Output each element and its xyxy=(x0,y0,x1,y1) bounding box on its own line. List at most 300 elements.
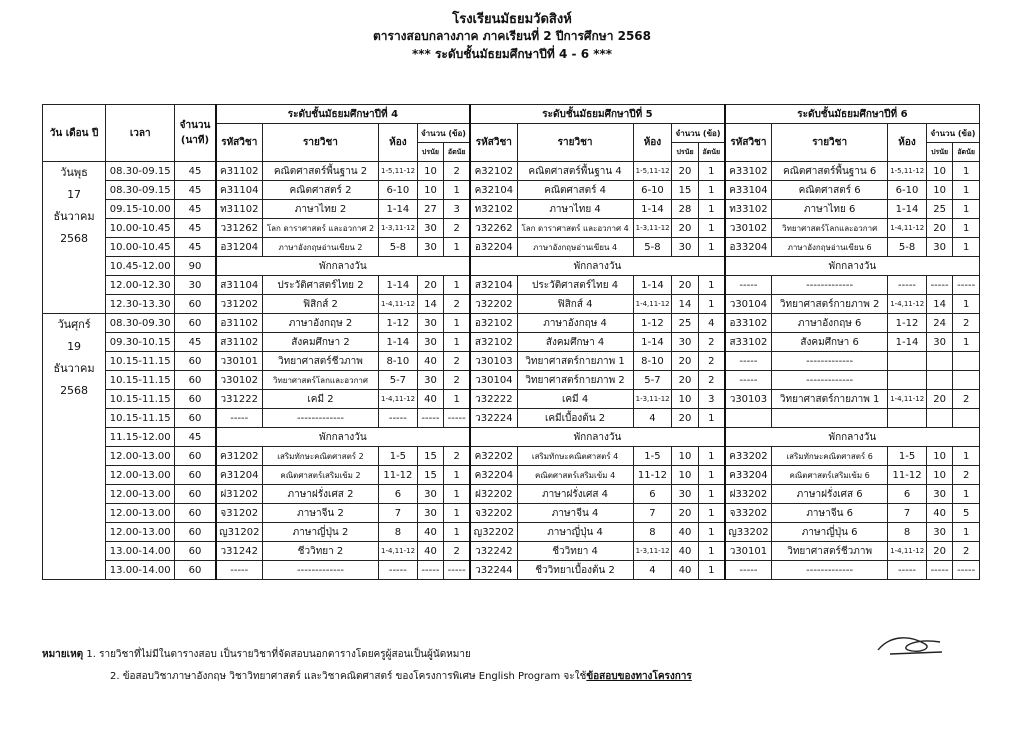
room: 5-7 xyxy=(633,371,672,390)
room: 1-5,11-12 xyxy=(379,162,418,181)
essay-count: 1 xyxy=(444,485,470,504)
time-cell: 12.00-12.30 xyxy=(106,276,175,295)
col-room: ห้อง xyxy=(379,124,418,162)
subject-code: ส33102 xyxy=(725,333,772,352)
subject-code: อ33204 xyxy=(725,238,772,257)
mc-count: 20 xyxy=(672,352,698,371)
mc-count xyxy=(926,409,952,428)
subject-name: ภาษาอังกฤษอ่านเขียน 2 xyxy=(262,238,378,257)
subject-name: โลก ดาราศาสตร์ และอวกาศ 2 xyxy=(262,219,378,238)
subject-code: ว30103 xyxy=(470,352,517,371)
time-cell: 12.00-13.00 xyxy=(106,466,175,485)
essay-count: 3 xyxy=(698,390,724,409)
subject-name: ฟิสิกส์ 2 xyxy=(262,295,378,314)
duration-cell: 45 xyxy=(175,238,216,257)
essay-count: 1 xyxy=(444,523,470,542)
subject-name: คณิตศาสตร์ 6 xyxy=(772,181,888,200)
room: 1-5 xyxy=(379,447,418,466)
essay-count: 2 xyxy=(444,371,470,390)
mc-count: 25 xyxy=(672,314,698,333)
duration-cell: 60 xyxy=(175,466,216,485)
room: 8-10 xyxy=(379,352,418,371)
duration-cell: 90 xyxy=(175,257,216,276)
duration-cell: 60 xyxy=(175,390,216,409)
col-subject: รายวิชา xyxy=(772,124,888,162)
subject-code: ว30104 xyxy=(470,371,517,390)
subject-name: วิทยาศาสตร์กายภาพ 1 xyxy=(517,352,633,371)
essay-count: 1 xyxy=(698,504,724,523)
subject-code: ว30102 xyxy=(725,219,772,238)
col-mc: ปรนัย xyxy=(926,143,952,162)
mc-count: 24 xyxy=(926,314,952,333)
essay-count: 1 xyxy=(953,333,980,352)
subject-code: ว32222 xyxy=(470,390,517,409)
duration-cell: 60 xyxy=(175,504,216,523)
subject-code: อ31204 xyxy=(216,238,263,257)
table-row xyxy=(43,409,980,428)
essay-count: 2 xyxy=(698,333,724,352)
time-cell: 12.00-13.00 xyxy=(106,447,175,466)
col-mc: ปรนัย xyxy=(417,143,443,162)
time-cell: 10.15-11.15 xyxy=(106,371,175,390)
subject-code: ค31204 xyxy=(216,466,263,485)
mc-count: 30 xyxy=(417,371,443,390)
room: 8 xyxy=(379,523,418,542)
subject-name: ภาษาญี่ปุ่น 4 xyxy=(517,523,633,542)
col-code: รหัสวิชา xyxy=(470,124,517,162)
table-row xyxy=(43,219,980,238)
table-row xyxy=(43,181,980,200)
mc-count: 10 xyxy=(672,390,698,409)
mc-count: 10 xyxy=(926,162,952,181)
subject-code: ท32102 xyxy=(470,200,517,219)
essay-count: ----- xyxy=(953,276,980,295)
essay-count: 1 xyxy=(698,276,724,295)
essay-count: 2 xyxy=(698,371,724,390)
mc-count: 20 xyxy=(926,219,952,238)
table-row xyxy=(43,314,980,333)
mc-count: 27 xyxy=(417,200,443,219)
lunch-break-cell: พักกลางวัน xyxy=(470,428,725,447)
mc-count: 40 xyxy=(417,523,443,542)
table-row xyxy=(43,371,980,390)
subject-code: ค31102 xyxy=(216,162,263,181)
day-line: 2568 xyxy=(60,232,89,245)
subject-code: ว30102 xyxy=(216,371,263,390)
subject-code: ว30101 xyxy=(216,352,263,371)
room xyxy=(888,409,927,428)
essay-count xyxy=(953,371,980,390)
subject-code: ว32202 xyxy=(470,295,517,314)
room: 1-14 xyxy=(379,200,418,219)
room: 1-14 xyxy=(633,200,672,219)
essay-count: 1 xyxy=(698,219,724,238)
subject-name: ภาษาอังกฤษ 6 xyxy=(772,314,888,333)
subject-name: เคมี 4 xyxy=(517,390,633,409)
subject-code: ค32204 xyxy=(470,466,517,485)
day-cell xyxy=(43,162,106,314)
time-cell: 12.00-13.00 xyxy=(106,485,175,504)
mc-count: 10 xyxy=(672,466,698,485)
note-2: 2. ข้อสอบวิชาภาษาอังกฤษ วิชาวิทยาศาสตร์ และวิชาคณิตศาสตร์ ของโครงการพิเศษ English Program จะใช้ xyxy=(110,671,587,682)
duration-cell: 60 xyxy=(175,352,216,371)
table-row xyxy=(43,162,980,181)
time-cell: 10.15-11.15 xyxy=(106,409,175,428)
subject-name: เคมี 2 xyxy=(262,390,378,409)
mc-count: 30 xyxy=(926,485,952,504)
subject-name: ------------- xyxy=(772,371,888,390)
mc-count: ----- xyxy=(417,409,443,428)
duration-cell: 45 xyxy=(175,333,216,352)
essay-count: 1 xyxy=(444,181,470,200)
room: 1-4,11-12 xyxy=(379,295,418,314)
essay-count: 1 xyxy=(444,238,470,257)
room: 7 xyxy=(379,504,418,523)
mc-count: 20 xyxy=(672,162,698,181)
essay-count: 2 xyxy=(444,219,470,238)
subject-code: ว30101 xyxy=(725,542,772,561)
room: 1-4,11-12 xyxy=(888,390,927,409)
essay-count: 1 xyxy=(698,561,724,580)
subject-name: คณิตศาสตร์พื้นฐาน 2 xyxy=(262,162,378,181)
room: 6-10 xyxy=(379,181,418,200)
subject-code: ----- xyxy=(725,371,772,390)
duration-cell: 60 xyxy=(175,295,216,314)
essay-count: 1 xyxy=(444,504,470,523)
duration-cell: 60 xyxy=(175,447,216,466)
subject-code: ว32224 xyxy=(470,409,517,428)
subject-name: สังคมศึกษา 6 xyxy=(772,333,888,352)
mc-count: 20 xyxy=(926,542,952,561)
subject-code: ----- xyxy=(725,276,772,295)
lunch-break-cell: พักกลางวัน xyxy=(216,428,471,447)
mc-count: 30 xyxy=(926,523,952,542)
essay-count: 2 xyxy=(444,447,470,466)
table-row xyxy=(43,542,980,561)
essay-count: 1 xyxy=(698,447,724,466)
mc-count: 10 xyxy=(672,447,698,466)
col-essay: อัตนัย xyxy=(698,143,724,162)
room: 1-3,11-12 xyxy=(633,390,672,409)
mc-count: 20 xyxy=(672,409,698,428)
essay-count: 1 xyxy=(698,409,724,428)
room: 1-12 xyxy=(888,314,927,333)
essay-count: 2 xyxy=(698,352,724,371)
subject-name: คณิตศาสตร์พื้นฐาน 4 xyxy=(517,162,633,181)
col-qty: จำนวน (ข้อ) xyxy=(672,124,725,143)
col-code: รหัสวิชา xyxy=(216,124,263,162)
essay-count: 1 xyxy=(698,181,724,200)
time-cell: 10.15-11.15 xyxy=(106,390,175,409)
mc-count: 15 xyxy=(417,447,443,466)
room: 7 xyxy=(888,504,927,523)
day-cell xyxy=(43,314,106,580)
table-row xyxy=(43,466,980,485)
room: 1-14 xyxy=(633,333,672,352)
subject-code xyxy=(725,409,772,428)
essay-count: 1 xyxy=(953,447,980,466)
col-duration: จำนวน (นาที) xyxy=(175,105,216,162)
duration-cell: 60 xyxy=(175,561,216,580)
subject-name: ภาษาญี่ปุ่น 2 xyxy=(262,523,378,542)
subject-name: เสริมทักษะคณิตศาสตร์ 6 xyxy=(772,447,888,466)
room: 1-4,11-12 xyxy=(888,219,927,238)
subject-code: จ31202 xyxy=(216,504,263,523)
subject-name: คณิตศาสตร์พื้นฐาน 6 xyxy=(772,162,888,181)
subject-name: ภาษาอังกฤษอ่านเขียน 4 xyxy=(517,238,633,257)
exam-title: ตารางสอบกลางภาค ภาคเรียนที่ 2 ปีการศึกษา 2568 xyxy=(372,29,652,43)
mc-count: 15 xyxy=(672,181,698,200)
room: 6 xyxy=(379,485,418,504)
subject-name: ชีววิทยา 4 xyxy=(517,542,633,561)
col-mc: ปรนัย xyxy=(672,143,698,162)
essay-count: 1 xyxy=(444,314,470,333)
table-row xyxy=(43,428,980,447)
day-line: วันศุกร์ xyxy=(57,318,91,331)
essay-count: 1 xyxy=(953,181,980,200)
essay-count xyxy=(953,352,980,371)
subject-code: ส32104 xyxy=(470,276,517,295)
subject-code: ค33202 xyxy=(725,447,772,466)
subject-code: ค33102 xyxy=(725,162,772,181)
essay-count: 1 xyxy=(953,485,980,504)
lunch-break-cell: พักกลางวัน xyxy=(725,428,980,447)
day-line: ธันวาคม xyxy=(53,362,95,375)
duration-cell: 45 xyxy=(175,428,216,447)
col-essay: อัตนัย xyxy=(444,143,470,162)
room: 1-4,11-12 xyxy=(633,295,672,314)
essay-count: 2 xyxy=(953,466,980,485)
col-room: ห้อง xyxy=(888,124,927,162)
mc-count: 10 xyxy=(926,447,952,466)
subject-name: คณิตศาสตร์เสริมเข้ม 2 xyxy=(262,466,378,485)
table-row xyxy=(43,295,980,314)
subject-name: วิทยาศาสตร์กายภาพ 1 xyxy=(772,390,888,409)
essay-count: 5 xyxy=(953,504,980,523)
essay-count: 1 xyxy=(698,200,724,219)
essay-count: 4 xyxy=(698,314,724,333)
room: 6 xyxy=(633,485,672,504)
room xyxy=(888,352,927,371)
time-cell: 12.00-13.00 xyxy=(106,504,175,523)
room: 1-4,11-12 xyxy=(379,390,418,409)
table-row xyxy=(43,523,980,542)
subject-code: ฝ31202 xyxy=(216,485,263,504)
duration-cell: 60 xyxy=(175,523,216,542)
room: 1-4,11-12 xyxy=(888,542,927,561)
mc-count: 30 xyxy=(417,504,443,523)
subject-name: เสริมทักษะคณิตศาสตร์ 2 xyxy=(262,447,378,466)
subject-code: อ32102 xyxy=(470,314,517,333)
subject-name: ภาษาอังกฤษ 2 xyxy=(262,314,378,333)
room: 1-5 xyxy=(888,447,927,466)
subject-name: ------------- xyxy=(772,352,888,371)
subject-name: ประวัติศาสตร์ไทย 4 xyxy=(517,276,633,295)
subject-code: ค32202 xyxy=(470,447,517,466)
time-cell: 08.30-09.15 xyxy=(106,162,175,181)
day-line: วันพุธ xyxy=(60,166,88,179)
room: ----- xyxy=(379,409,418,428)
mc-count: 20 xyxy=(417,276,443,295)
lunch-break-cell: พักกลางวัน xyxy=(725,257,980,276)
subject-name: วิทยาศาสตร์กายภาพ 2 xyxy=(517,371,633,390)
mc-count: ----- xyxy=(926,561,952,580)
duration-cell: 60 xyxy=(175,371,216,390)
subject-name: เคมีเบื้องต้น 2 xyxy=(517,409,633,428)
essay-count: 1 xyxy=(953,200,980,219)
subject-code: ค31202 xyxy=(216,447,263,466)
essay-count: ----- xyxy=(444,561,470,580)
room: 1-4,11-12 xyxy=(888,295,927,314)
time-cell: 11.15-12.00 xyxy=(106,428,175,447)
essay-count: 2 xyxy=(953,542,980,561)
essay-count: 1 xyxy=(444,333,470,352)
subject-code: ท31102 xyxy=(216,200,263,219)
room: 1-12 xyxy=(379,314,418,333)
mc-count: 15 xyxy=(417,466,443,485)
duration-cell: 45 xyxy=(175,181,216,200)
subject-code: ส32102 xyxy=(470,333,517,352)
room: 5-8 xyxy=(888,238,927,257)
subject-name: ภาษาจีน 4 xyxy=(517,504,633,523)
subject-name: ภาษาไทย 6 xyxy=(772,200,888,219)
room: 1-4,11-12 xyxy=(379,542,418,561)
room: 1-3,11-12 xyxy=(379,219,418,238)
room: 11-12 xyxy=(888,466,927,485)
mc-count: 14 xyxy=(417,295,443,314)
mc-count: 30 xyxy=(417,485,443,504)
mc-count: ----- xyxy=(417,561,443,580)
mc-count: 25 xyxy=(926,200,952,219)
essay-count: 1 xyxy=(698,485,724,504)
table-row xyxy=(43,238,980,257)
subject-name: ภาษาจีน 2 xyxy=(262,504,378,523)
subject-code: ฝ33202 xyxy=(725,485,772,504)
subject-name: วิทยาศาสตร์โลกและอวกาศ xyxy=(772,219,888,238)
mc-count: ----- xyxy=(926,276,952,295)
mc-count: 40 xyxy=(417,390,443,409)
room: 8-10 xyxy=(633,352,672,371)
essay-count: 1 xyxy=(698,542,724,561)
mc-count xyxy=(926,352,952,371)
subject-code: ว32242 xyxy=(470,542,517,561)
subject-name: สังคมศึกษา 4 xyxy=(517,333,633,352)
subject-name: โลก ดาราศาสตร์ และอวกาศ 4 xyxy=(517,219,633,238)
mc-count: 20 xyxy=(672,276,698,295)
table-row xyxy=(43,504,980,523)
room: 11-12 xyxy=(633,466,672,485)
time-cell: 09.15-10.00 xyxy=(106,200,175,219)
duration-cell: 45 xyxy=(175,200,216,219)
subject-name: ภาษาฝรั่งเศส 6 xyxy=(772,485,888,504)
time-cell: 12.30-13.30 xyxy=(106,295,175,314)
room xyxy=(888,371,927,390)
subject-code: จ33202 xyxy=(725,504,772,523)
mc-count: 40 xyxy=(672,542,698,561)
essay-count: 1 xyxy=(953,523,980,542)
subject-code: ค31104 xyxy=(216,181,263,200)
essay-count: 1 xyxy=(698,523,724,542)
room: 8 xyxy=(888,523,927,542)
room: 1-5 xyxy=(633,447,672,466)
room: 1-14 xyxy=(888,200,927,219)
mc-count: 20 xyxy=(672,371,698,390)
time-cell: 10.15-11.15 xyxy=(106,352,175,371)
subject-name: ฟิสิกส์ 4 xyxy=(517,295,633,314)
mc-count: 30 xyxy=(417,238,443,257)
subject-name: ภาษาไทย 2 xyxy=(262,200,378,219)
time-cell: 13.00-14.00 xyxy=(106,542,175,561)
essay-count: 3 xyxy=(444,200,470,219)
subject-code: ญ33202 xyxy=(725,523,772,542)
subject-code: ส31102 xyxy=(216,333,263,352)
subject-code: ----- xyxy=(725,352,772,371)
duration-cell: 45 xyxy=(175,219,216,238)
col-grade5: ระดับชั้นมัธยมศึกษาปีที่ 5 xyxy=(470,105,725,124)
essay-count: 1 xyxy=(444,276,470,295)
duration-cell: 60 xyxy=(175,314,216,333)
day-line: ธันวาคม xyxy=(53,210,95,223)
room: 4 xyxy=(633,561,672,580)
mc-count: 30 xyxy=(672,333,698,352)
essay-count: 2 xyxy=(444,162,470,181)
subject-code: ค33204 xyxy=(725,466,772,485)
subject-code: ว31202 xyxy=(216,295,263,314)
room: 1-14 xyxy=(888,333,927,352)
notes-label: หมายเหตุ xyxy=(42,649,84,660)
room: 1-3,11-12 xyxy=(633,219,672,238)
room: ----- xyxy=(888,561,927,580)
room: ----- xyxy=(379,561,418,580)
col-subject: รายวิชา xyxy=(262,124,378,162)
subject-name: ชีววิทยา 2 xyxy=(262,542,378,561)
time-cell: 10.00-10.45 xyxy=(106,238,175,257)
level-title: *** ระดับชั้นมัธยมศึกษาปีที่ 4 - 6 *** xyxy=(411,47,613,61)
room: ----- xyxy=(888,276,927,295)
duration-cell: 60 xyxy=(175,542,216,561)
subject-name: วิทยาศาสตร์โลกและอวกาศ xyxy=(262,371,378,390)
col-grade4: ระดับชั้นมัธยมศึกษาปีที่ 4 xyxy=(216,105,471,124)
room: 7 xyxy=(633,504,672,523)
subject-name: ภาษาอังกฤษ 4 xyxy=(517,314,633,333)
essay-count: 1 xyxy=(444,466,470,485)
mc-count: 10 xyxy=(926,466,952,485)
signature-icon xyxy=(870,630,950,660)
subject-name: ------------- xyxy=(262,409,378,428)
mc-count: 40 xyxy=(417,542,443,561)
time-cell: 09.30-10.15 xyxy=(106,333,175,352)
mc-count: 40 xyxy=(672,523,698,542)
header-row-1 xyxy=(43,105,980,124)
subject-code: ว31262 xyxy=(216,219,263,238)
essay-count: 1 xyxy=(698,295,724,314)
subject-name xyxy=(772,409,888,428)
table-row xyxy=(43,257,980,276)
mc-count: 30 xyxy=(926,333,952,352)
col-room: ห้อง xyxy=(633,124,672,162)
subject-name: เสริมทักษะคณิตศาสตร์ 4 xyxy=(517,447,633,466)
subject-code: ค33104 xyxy=(725,181,772,200)
essay-count: 1 xyxy=(953,295,980,314)
room: 6-10 xyxy=(888,181,927,200)
room: 8 xyxy=(633,523,672,542)
subject-code: ฝ32202 xyxy=(470,485,517,504)
essay-count: 2 xyxy=(444,542,470,561)
time-cell: 08.30-09.15 xyxy=(106,181,175,200)
subject-code: ว32244 xyxy=(470,561,517,580)
subject-name: วิทยาศาสตร์ชีวภาพ xyxy=(262,352,378,371)
subject-code: ญ32202 xyxy=(470,523,517,542)
